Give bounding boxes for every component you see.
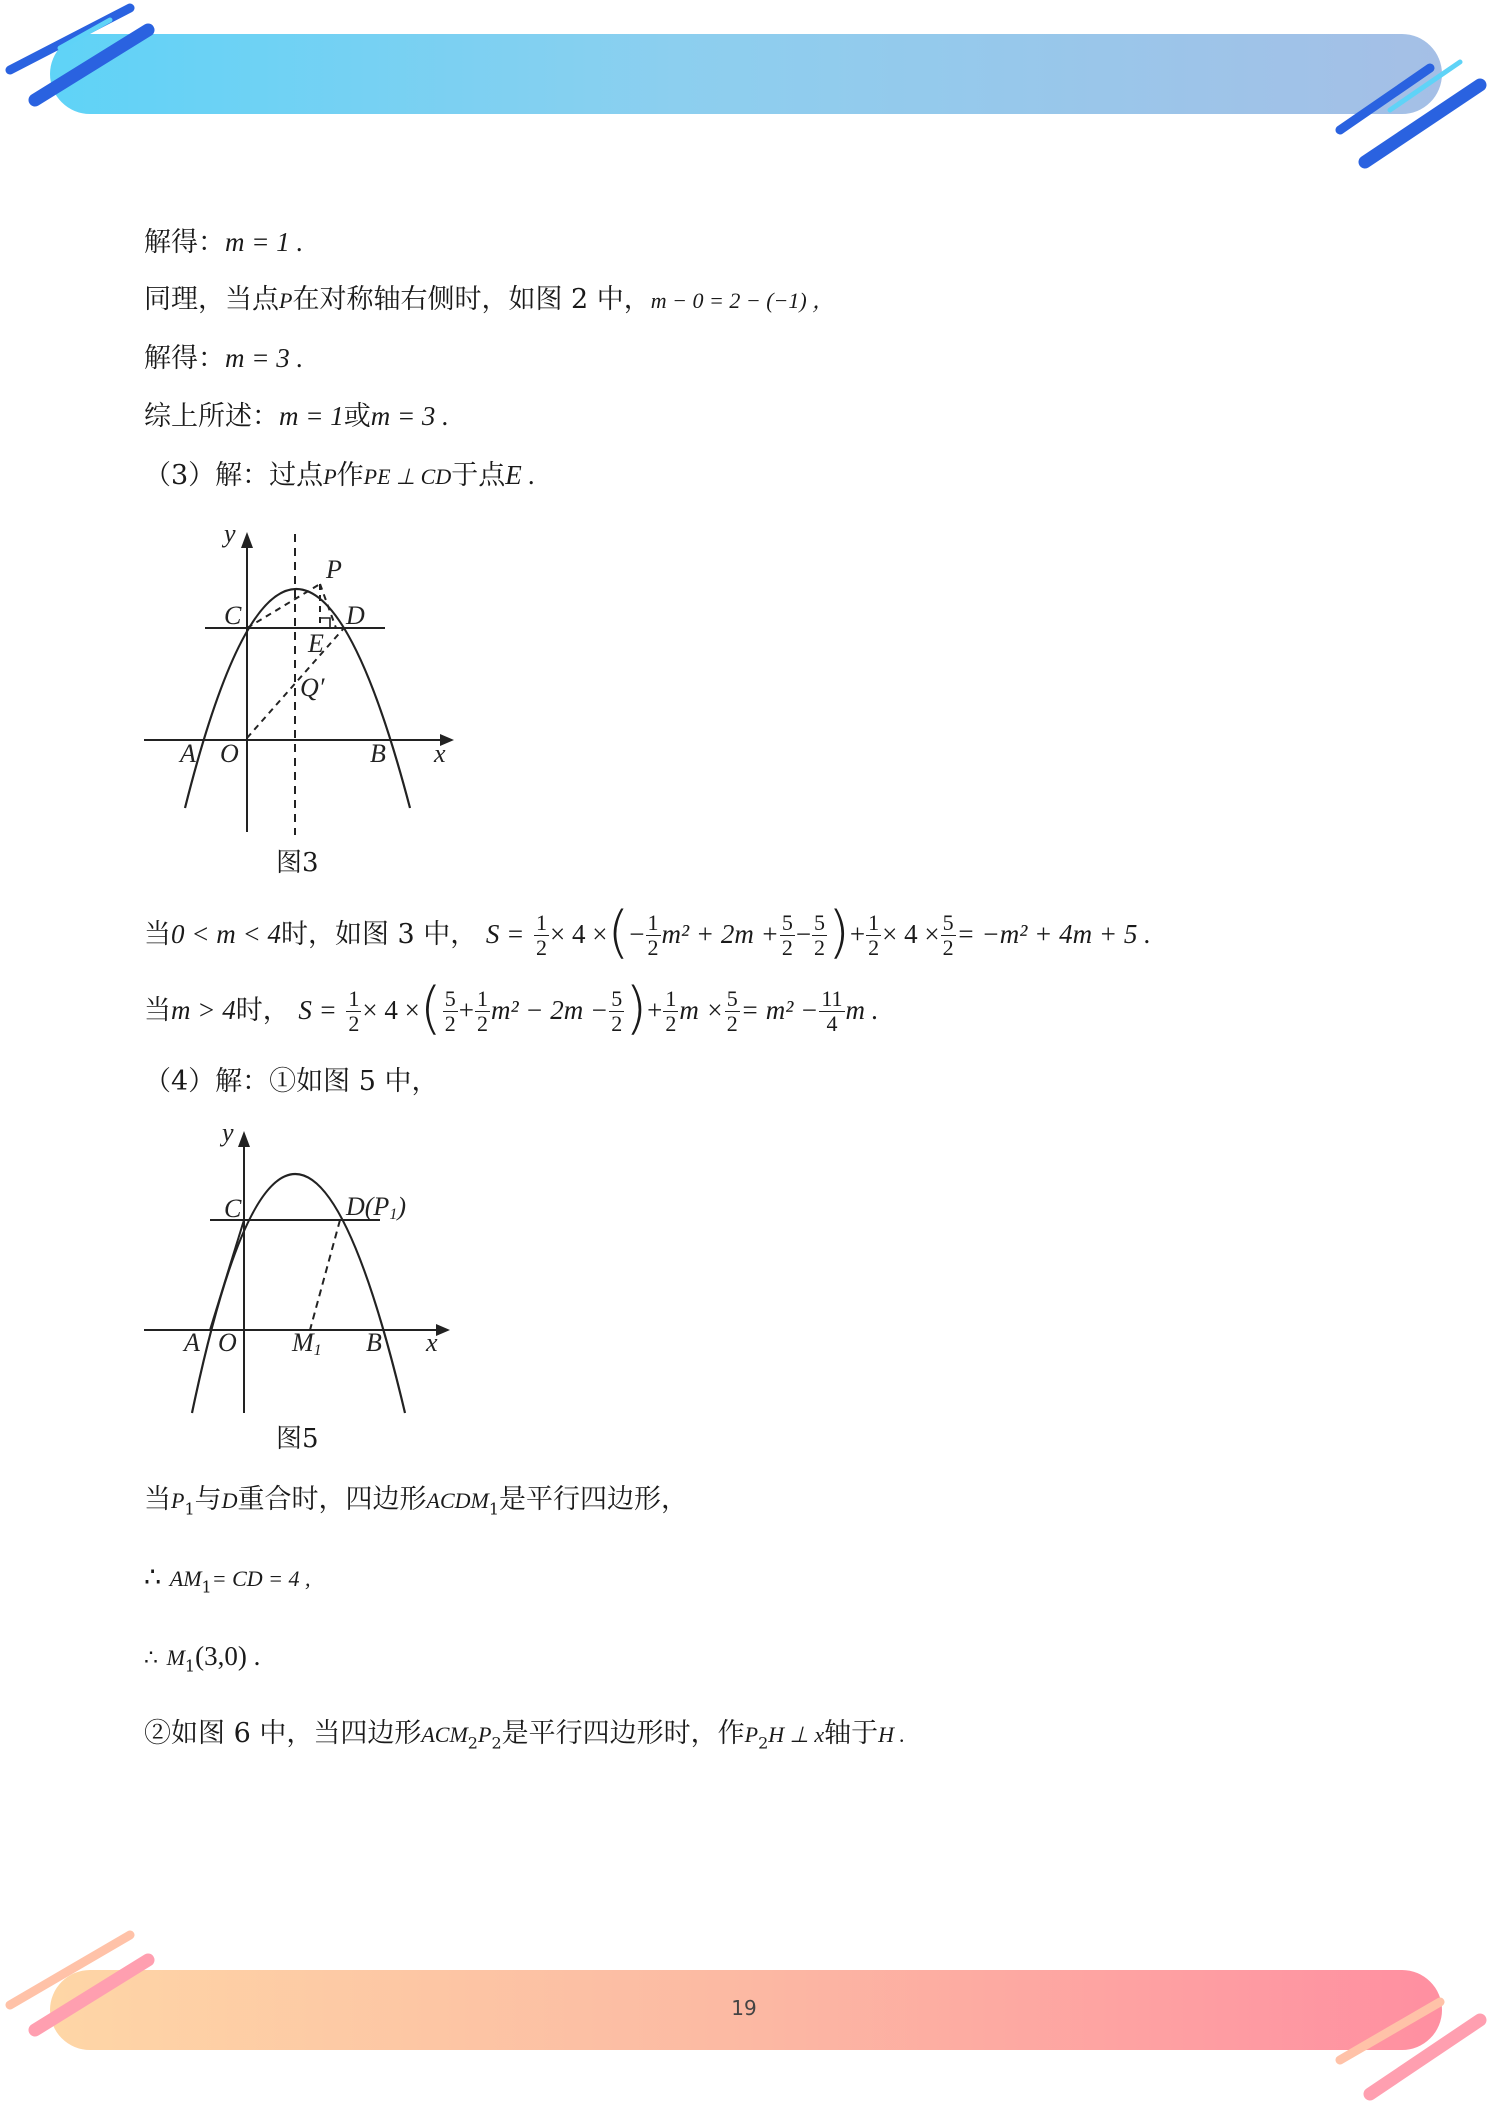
line-solve-m3: 解得：m = 3 . [144,343,304,374]
line-area-case2: 当m > 4时， S = $\frac{1}{2}$ × 4 ×( $\frac{5}{2}$ + $\frac{1}{2}$ m² − 2m − $\frac{5}{2}$ )+ $\frac{1}{2}$ m × $\frac{5}{2}$ = m² − $\frac{11}{4}$ m . [144,975,879,1041]
line-summary: 综上所述：m = 1或m = 3 . [144,401,449,432]
fig3-label-b: B [370,739,386,768]
fig5-label-o: O [218,1328,237,1357]
fig3-label-a: A [180,739,196,768]
fig5-label-y: y [222,1118,234,1147]
fig3-label-d: D [346,601,365,630]
fig5-label-a: A [184,1328,200,1357]
line-area-case1: 当0 < m < 4时，如图 3 中， S = $\frac{1}{2}$ × 4 ×(− $\frac{1}{2}$ m² + 2m + $\frac{5}{2}$ − $\frac{5}{2}$ )+ $\frac{1}{2}$ × 4 × $\frac{5}{2}$ = −m² + 4m + 5 . [144,899,1151,965]
fig5-label-m1: M1 [292,1328,322,1359]
top-right-stripes [1320,50,1488,180]
fig3-label-y: y [224,520,236,548]
page-number: 19 [731,1996,757,2020]
line-coincide: 当$P_1$与D重合时，四边形$ACDM_1$是平行四边形， [144,1484,689,1519]
fig3-label-o: O [220,739,239,768]
line-m1-coord: ∴ $M_1(3,0)$ . [144,1641,261,1676]
line-part4: （4）解：①如图 5 中， [144,1066,439,1097]
fig3-label-p: P [326,555,342,584]
fig5-label-x: x [426,1328,438,1357]
fig5-label-d: D(P1) [346,1192,406,1223]
line-solve-m1: 解得：m = 1 . [144,227,304,258]
top-left-stripes [0,0,170,120]
fig5-label-b: B [366,1328,382,1357]
top-banner [50,34,1442,114]
fig3-label-q: Q′ [300,673,325,702]
line-part3: （3）解：过点P作PE ⊥ CD于点E . [144,460,536,491]
fig5-label-c: C [224,1194,242,1223]
fig3-label-c: C [224,601,242,630]
figure-5 [140,1115,470,1419]
line-am1-eq: ∴ $AM_1=$ CD = 4 , [144,1562,311,1597]
fig3-label-e: E [308,629,324,658]
line-case2: ②如图 6 中，当四边形$ACM_2P_2$是平行四边形时，作$P_2H$ ⊥ x轴于H . [144,1718,905,1753]
figure-5-caption: 图5 [276,1424,319,1454]
figure-3-caption: 图3 [276,848,319,878]
fig3-label-x: x [434,739,446,768]
figure-3 [140,520,470,844]
bottom-left-stripes [0,1920,170,2040]
line-similarly: 同理，当点P在对称轴右侧时，如图 2 中，m − 0 = 2 − (−1) ， [144,284,835,315]
